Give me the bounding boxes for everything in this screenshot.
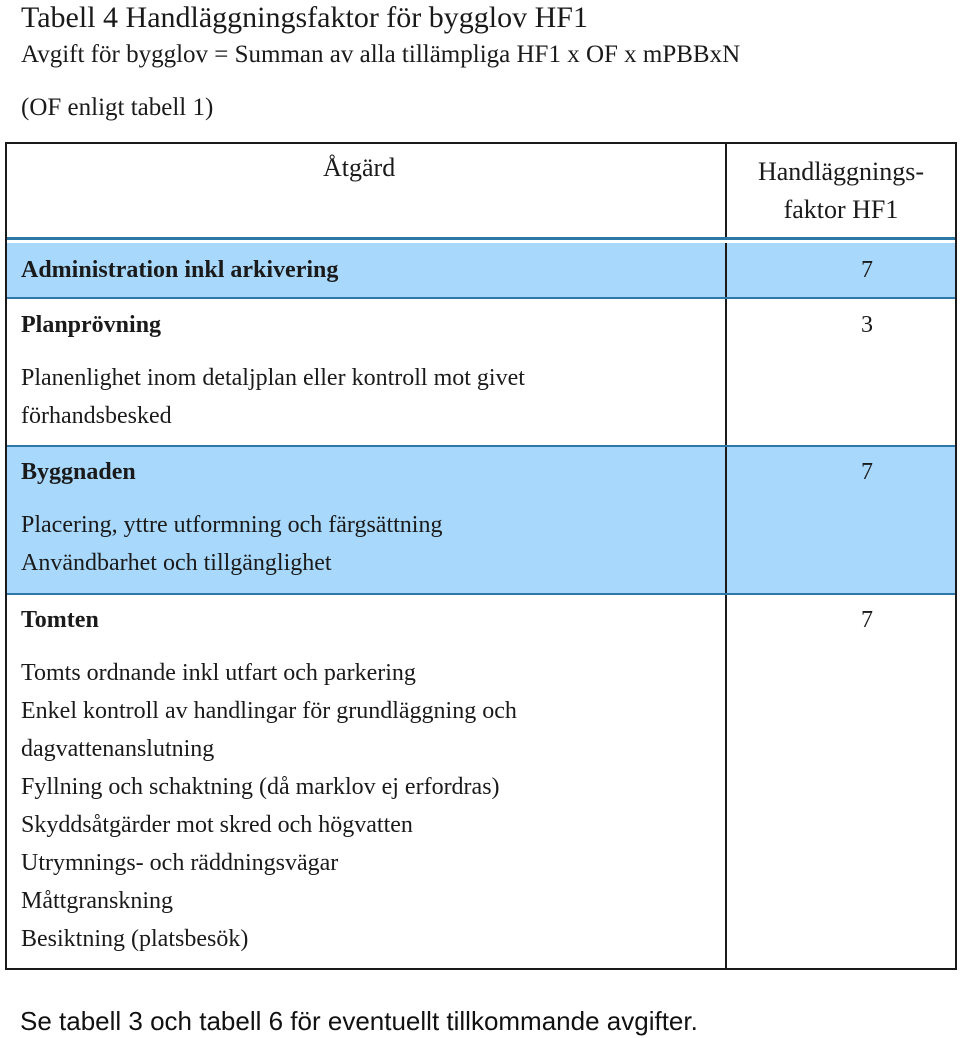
footer-note: Se tabell 3 och tabell 6 för eventuellt tillkommande avgifter. (20, 1006, 698, 1036)
row-heading: Administration inkl arkivering (21, 257, 339, 283)
row-item: Tomts ordnande inkl utfart och parkering (21, 660, 416, 686)
of-note: (OF enligt tabell 1) (21, 94, 214, 121)
row-heading: Tomten (21, 607, 99, 633)
table-row (7, 447, 955, 595)
row-item: Placering, yttre utformning och färgsättning (21, 512, 443, 538)
header-factor-line2: faktor HF1 (783, 195, 899, 224)
row-factor: 7 (861, 607, 873, 633)
row-item: dagvattenanslutning (21, 736, 215, 762)
row-item: Användbarhet och tillgänglighet (21, 550, 332, 576)
row-factor: 7 (861, 459, 873, 485)
row-factor: 3 (861, 312, 873, 338)
row-heading: Byggnaden (21, 459, 136, 485)
row-item: Skyddsåtgärder mot skred och högvatten (21, 812, 413, 838)
row-item: Utrymnings- och räddningsvägar (21, 850, 339, 876)
table-row (7, 243, 955, 299)
fee-table (5, 142, 957, 970)
row-item: Fyllning och schaktning (då marklov ej erfordras) (21, 774, 500, 800)
row-item: Måttgranskning (21, 888, 173, 914)
row-item: Besiktning (platsbesök) (21, 926, 249, 952)
row-factor: 7 (861, 257, 873, 283)
row-item: Enkel kontroll av handlingar för grundläggning och (21, 698, 517, 724)
fee-formula: Avgift för bygglov = Summan av alla tillämpliga HF1 x OF x mPBBxN (21, 41, 741, 68)
header-factor (727, 153, 955, 229)
row-item: Planenlighet inom detaljplan eller kontroll mot givet (21, 365, 525, 391)
row-heading: Planprövning (21, 312, 162, 338)
header-action: Åtgärd (323, 153, 396, 182)
row-item: förhandsbesked (21, 403, 172, 429)
table-title: Tabell 4 Handläggningsfaktor för bygglov HF1 (21, 1, 588, 34)
table-row (7, 299, 955, 447)
table-row (7, 595, 955, 968)
header-factor-line1: Handläggnings- (757, 157, 925, 186)
table-header (7, 144, 955, 240)
